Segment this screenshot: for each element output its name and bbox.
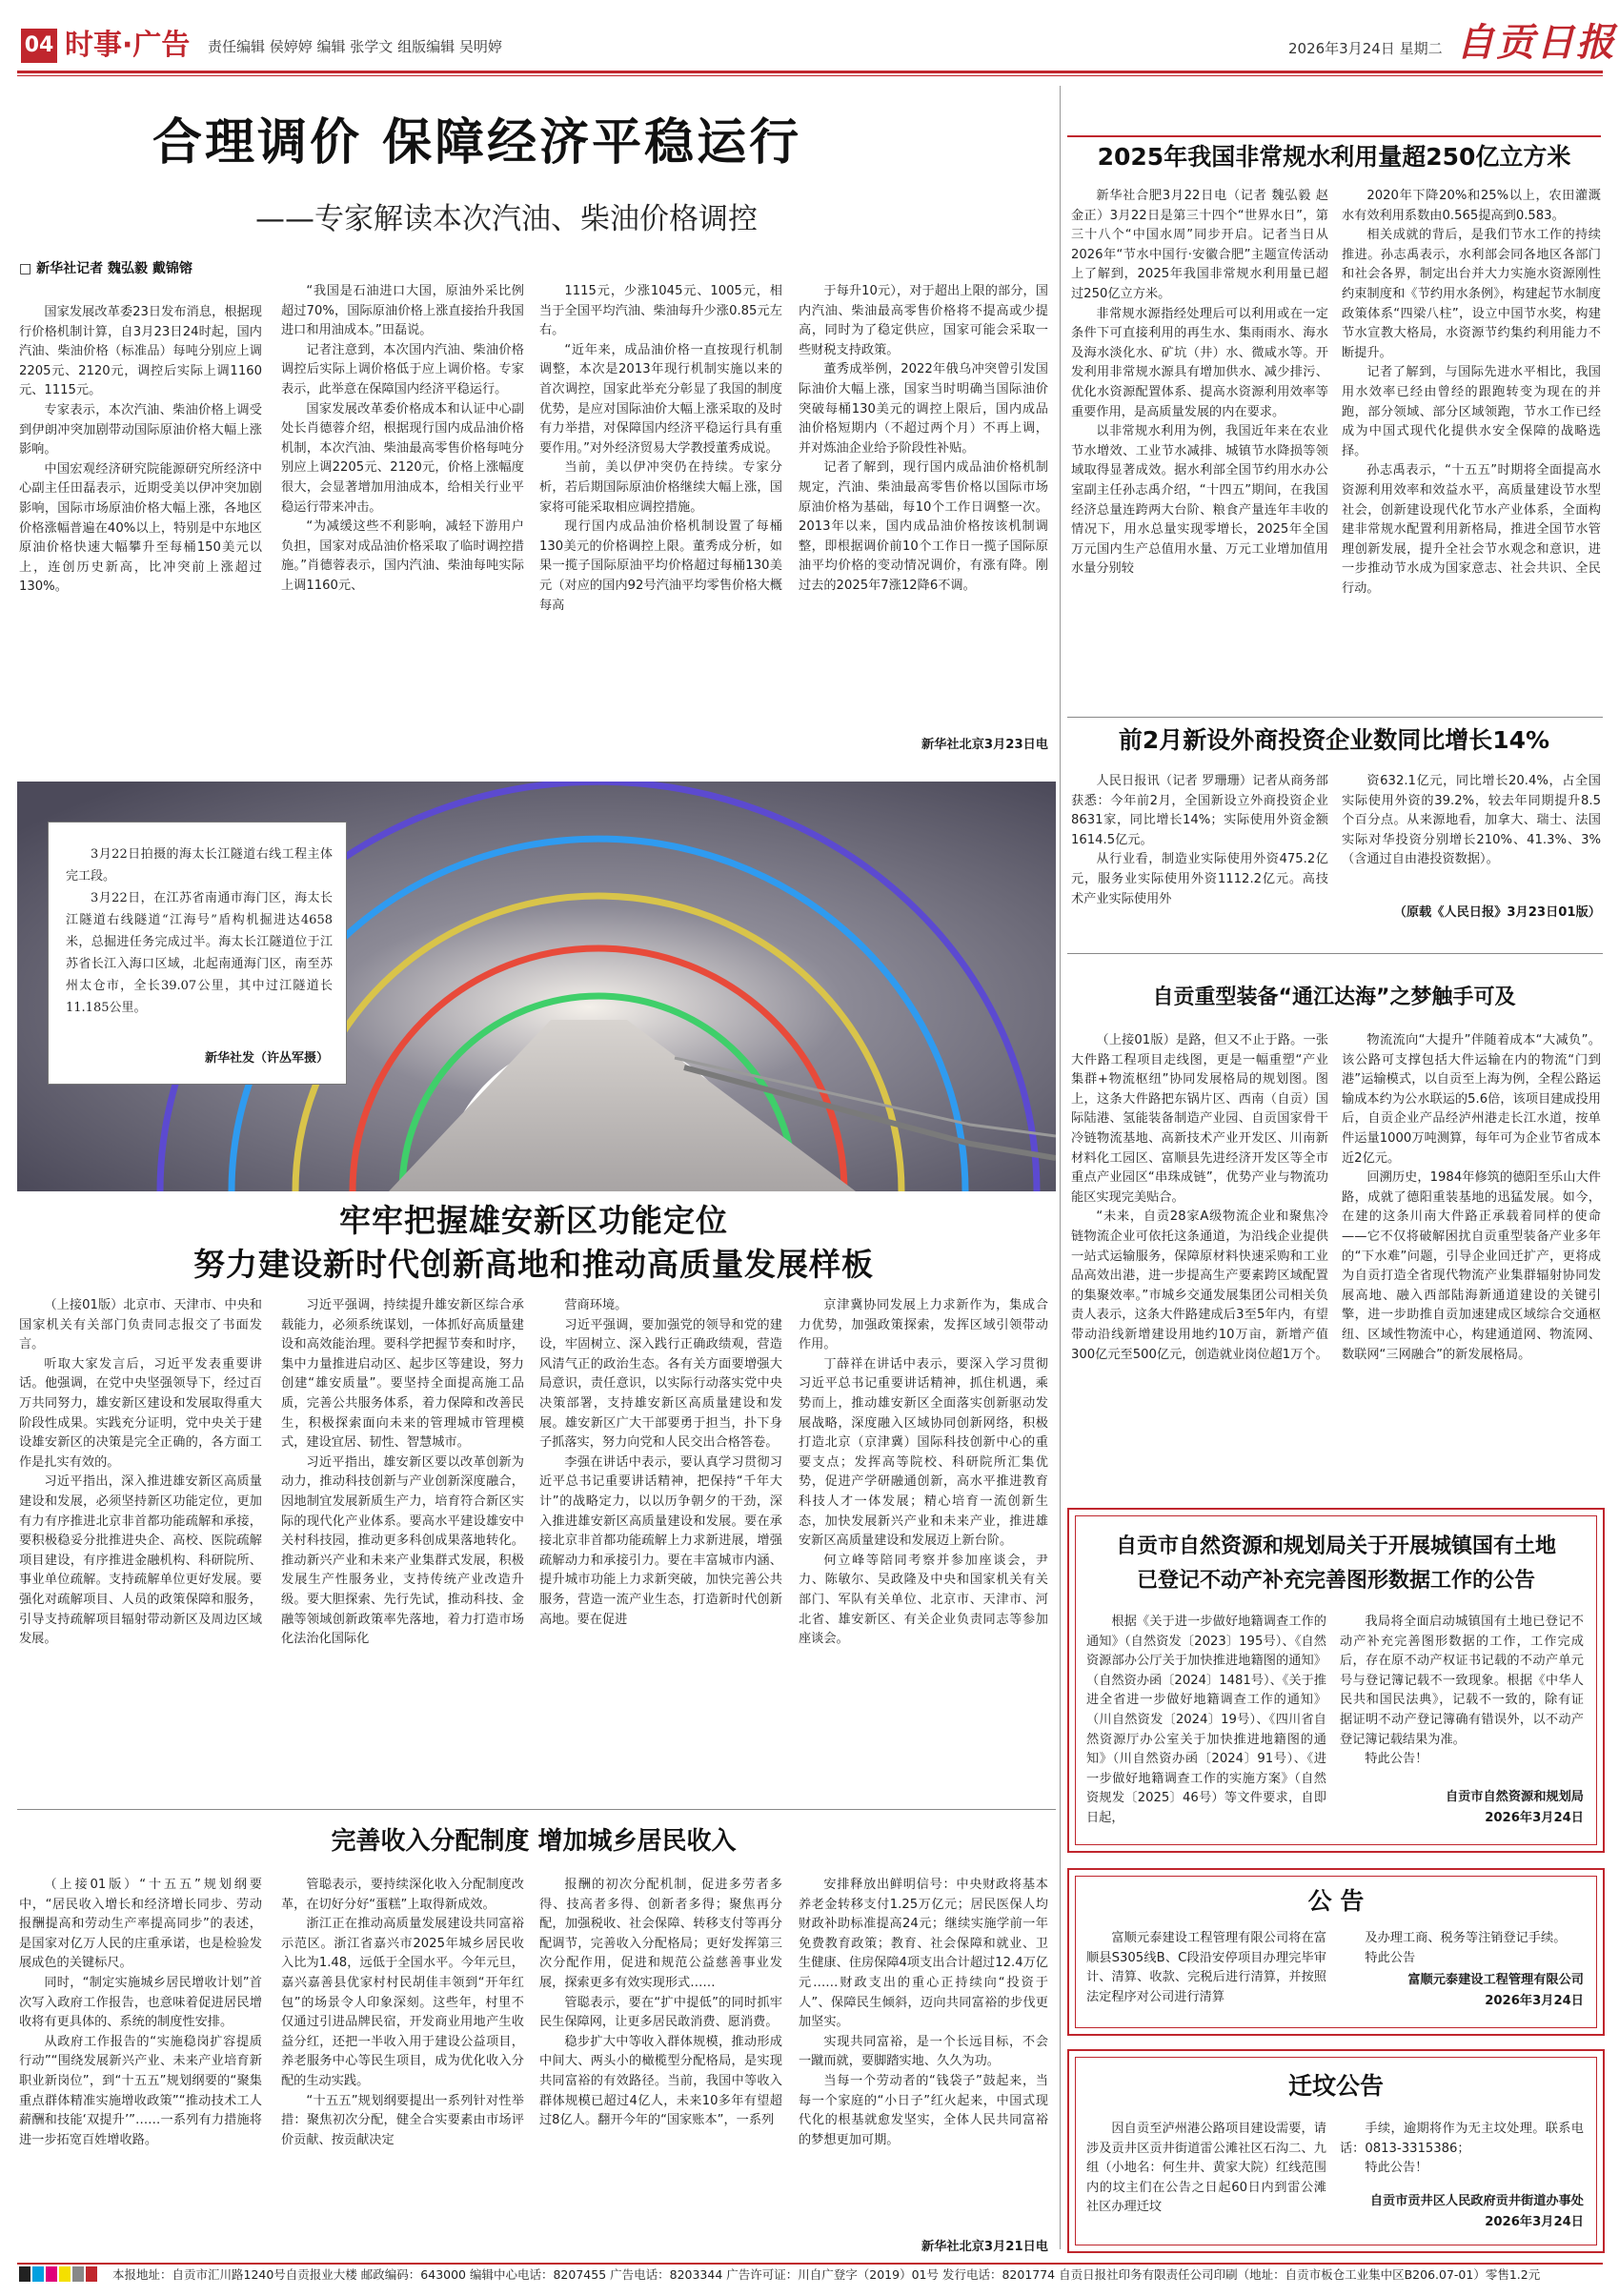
xiongan-column-1 [19, 1296, 262, 1806]
liquidation-notice-title: 公 告 [1307, 1887, 1365, 1915]
lead-headline: 合理调价 保障经济平稳运行 [152, 114, 802, 172]
income-column-3 [539, 1876, 782, 2257]
fdi-column-2 [1342, 772, 1601, 896]
header-rule [17, 71, 1603, 73]
grave-notice-date: 2026年3月24日 [1485, 2215, 1584, 2229]
liquidation-notice-column-1 [1086, 1929, 1326, 2024]
income-headline: 完善收入分配制度 增加城乡居民收入 [331, 1827, 737, 1856]
water-headline: 2025年我国非常规水利用量超250亿立方米 [1097, 143, 1571, 171]
liquidation-notice-date: 2026年3月24日 [1485, 1994, 1584, 2008]
lead-subheadline: ——专家解读本次汽油、柴油价格调控 [255, 202, 758, 236]
paragraph: 同时，“制定实施城乡居民增收计划”首次写入政府工作报告，也意味着促进居民增收将有更具体的、系统的制度性安排。 [19, 1975, 262, 2030]
liquidation-notice-box [1067, 1868, 1605, 2036]
land-notice-title-2: 已登记不动产补充完善图形数据工作的公告 [1136, 1569, 1535, 1593]
paragraph: 报酬的初次分配机制，促进多劳者多得、技高者多得、创新者多得；聚焦再分配，加强税收、社会保障、转移支付等再分配调节，完善收入分配格局；更好发挥第三次分配作用，促进和规范公益慈善事业发展，探索更多有效实现形式…… [539, 1878, 782, 1990]
water-column-2 [1342, 187, 1601, 701]
paragraph: “未来，自贡28家A级物流企业和聚焦冷链物流企业可依托这条通道，为沿线企业提供一站式运输服务，保障原材料快速采购和工业品高效出港，进一步提高生产要素跨区域配置的集聚效率。”市城乡交通发展集团公司相关负责人表示，这条大件路建成后3至5年内，有望带动沿线新增建设用地约10万亩，新增产值300亿元至500亿元，创造就业岗位超1万个。 [1071, 1209, 1328, 1362]
lead-column-3 [539, 282, 782, 759]
print-color-swatch [72, 2266, 84, 2282]
photo-caption-box [48, 822, 347, 1085]
paragraph: 我局将全面启动城镇国有土地已登记不动产补充完善图形数据的工作，工作完成后，存在原不动产权证书记载的不动产单元号与登记簿记载不一致现象。根据《中华人民共和国民法典》，记载不一致的，除有证据证明不动产登记簿确有错误外，以不动产登记簿记载结果为准。 [1340, 1615, 1584, 1747]
paragraph: 因自贡至泸州港公路项目建设需要，请涉及贡井区贡井街道雷公滩社区石沟二、九组（小地名：何生井、黄家大院）红线范围内的坟主们在公告之日起60日内到雷公滩社区办理迁坟 [1086, 2122, 1326, 2215]
paragraph: 丁薛祥在讲话中表示，要深入学习贯彻习近平总书记重要讲话精神，抓住机遇，乘势而上，推动雄安新区全面落实创新驱动发展战略，深度融入区域协同创新网络，积极打造北京（京津冀）国际科技创新中心的重要支点；发挥高等院校、科研院所汇集优势，促进产学研融通创新，高水平推进教育科技人才一体发展；精心培育一流创新生态，加快发展新兴产业和未来产业，推进雄安新区高质量建设和发展迈上新台阶。 [799, 1356, 1048, 1549]
water-top-rule [1067, 135, 1601, 137]
paragraph: “近年来，成品油价格一直按现行机制调整，本次是2013年现行机制实施以来的首次调控，国家此举充分彰显了我国的制度优势，是应对国际油价大幅上涨采取的及时有力举措，对保障国内经济平稳运行具有重要作用。”对外经济贸易大学教授董秀成说。 [539, 342, 782, 456]
paragraph: 何立峰等陪同考察并参加座谈会，尹力、陈敏尔、吴政隆及中央和国家机关有关部门、军队有关单位、北京市、天津市、河北省、雄安新区、有关企业负责同志等参加座谈会。 [799, 1553, 1048, 1647]
paragraph: 以非常规水利用为例，我国近年来在农业节水增效、工业节水减排、城镇节水降损等领域取得显著成效。据水利部全国节约用水办公室副主任孙志禹介绍，“十四五”期间，在我国经济总量连跨两大台阶、粮食产量连年丰收的情况下，用水总量实现零增长，2025年全国万元国内生产总值用水量、万元工业增加值用水量分别较 [1071, 424, 1328, 577]
print-color-swatch [19, 2266, 30, 2282]
liquidation-notice-column-2 [1340, 1929, 1584, 1977]
paragraph: 特此公告 [1365, 1950, 1416, 1965]
grave-notice-column-2 [1340, 2120, 1584, 2186]
paragraph: （上接01版）北京市、天津市、中央和国家机关有关部门负责同志报交了书面发言。 [19, 1298, 262, 1352]
paragraph: 孙志禹表示，“十五五”时期将全面提高水资源利用效率和效益水平，高质量建设节水型社会，创新建设现代化节水产业体系，全面构建非常规水配置利用新格局，推进全国节水管理创新发展，提升全社会节水观念和意识，进一步推动节水成为国家意志、社会共识、全民行动。 [1342, 463, 1601, 596]
lead-column-4 [799, 282, 1048, 730]
print-color-swatch [59, 2266, 71, 2282]
print-color-swatch [86, 2266, 97, 2282]
paragraph: 专家表示，本次汽油、柴油价格上调受到伊朗冲突加剧带动国际原油价格大幅上涨影响。 [19, 402, 262, 457]
paragraph: 记者了解到，与国际先进水平相比，我国用水效率已经由曾经的跟跑转变为现在的并跑，部分领域、部分区域领跑，节水工作已经成为中国式现代化提供水安全保障的战略选择。 [1342, 365, 1601, 458]
photo-credit: 新华社发（许丛军摄） [204, 1051, 329, 1066]
grave-notice-title: 迁坟公告 [1287, 2072, 1384, 2100]
paragraph: 及办理工商、税务等注销登记手续。 [1365, 1931, 1567, 1945]
income-signoff: 新华社北京3月21日电 [921, 2240, 1048, 2254]
paragraph: 2020年下降20%和25%以上，农田灌溉水有效利用系数由0.565提高到0.583。 [1342, 189, 1601, 223]
equip-headline: 自贡重型装备“通江达海”之梦触手可及 [1152, 985, 1516, 1009]
paragraph: 安排释放出鲜明信号：中央财政将基本养老金转移支付1.25万亿元；居民医保人均财政补助标准提高24元；继续实施学前一年免费教育政策；教育、社会保障和就业、卫生健康、住房保障4项支出合计超过12.4万亿元……财政支出的重心正持续向“投资于人”、保障民生倾斜，迈向共同富裕的步伐更加坚实。 [799, 1878, 1048, 2030]
paragraph: 新华社合肥3月22日电（记者 魏弘毅 赵金正）3月22日是第三十四个“世界水日”，第三十八个“中国水周”同步开启。记者当日从2026年“节水中国行·安徽合肥”主题宣传活动上了解到，2025年我国非常规水利用量已超过250亿立方米。 [1071, 189, 1328, 301]
land-notice-column-1 [1086, 1613, 1326, 1838]
paragraph: 国家发展改革委23日发布消息，根据现行价格机制计算，自3月23日24时起，国内汽油、柴油价格（标准品）每吨分别应上调2205元、2120元，调控后实际上调1160元、1115元。 [19, 305, 262, 398]
section-title: 时事·广告 [65, 29, 191, 62]
lead-column-1 [19, 303, 262, 761]
fdi-signoff: （原载《人民日报》3月23日01版） [1393, 905, 1601, 920]
paragraph: 当前，美以伊冲突仍在持续。专家分析，若后期国际原油价格继续大幅上涨，国家将可能采取相应调控措施。 [539, 460, 782, 515]
liquidation-notice-signer: 富顺元泰建设工程管理有限公司 [1407, 1973, 1584, 1987]
land-notice-date: 2026年3月24日 [1485, 1811, 1584, 1825]
paragraph: 国家发展改革委价格成本和认证中心副处长肖德蓉介绍，根据现行国内成品油价格机制，本次汽油、柴油最高零售价格每吨分别应上调2205元、2120元，价格上涨幅度很大，会显著增加用油成本，给相关行业平稳运行带来冲击。 [281, 401, 524, 515]
lead-byline: □ 新华社记者 魏弘毅 戴锦镕 [19, 261, 192, 276]
paragraph: 相关成就的背后，是我们节水工作的持续推进。孙志禹表示，水利部会同各地区各部门和社会各界，制定出台并大力实施水资源刚性约束制度和《节约用水条例》，构建起节水制度政策体系“四梁八柱”，设立中国节水奖，构建节水宣教大格局，水资源节约集约利用能力不断提升。 [1342, 228, 1601, 360]
paragraph: 营商环境。 [564, 1298, 628, 1312]
paragraph: 从行业看，制造业实际使用外资475.2亿元，服务业实际使用外资1112.2亿元。高技术产业实际使用外 [1071, 852, 1328, 906]
paragraph: 资632.1亿元，同比增长20.4%，占全国实际使用外资的39.2%，较去年同期提升8.5个百分点。从来源地看，加拿大、瑞士、法国实际对华投资分别增长210%、41.3%、3%（含通过自由港投资数据）。 [1342, 774, 1601, 867]
land-notice-box [1067, 1508, 1605, 1853]
issue-date: 2026年3月24日 星期二 [1288, 40, 1443, 57]
xiongan-headline-1: 牢牢把握雄安新区功能定位 [339, 1202, 728, 1239]
photo-caption [66, 843, 333, 1019]
paragraph: 管聪表示，要在“扩中提低”的同时抓牢民生保障网，让更多居民敢消费、愿消费。 [539, 1995, 782, 2030]
fdi-headline: 前2月新设外商投资企业数同比增长14% [1118, 726, 1550, 754]
paragraph: “我国是石油进口大国，原油外采比例超过70%，国际原油价格上涨直接抬升我国进口和用油成本。”田磊说。 [281, 284, 524, 338]
paragraph: 记者注意到，本次国内汽油、柴油价格调控后实际上调价格低于应上调价格。专家表示，此举意在保障国内经济平稳运行。 [281, 342, 524, 396]
grave-notice-signer: 自贡市贡井区人民政府贡井街道办事处 [1369, 2194, 1584, 2208]
paragraph: 物流流向“大提升”伴随着成本“大减负”。该公路可支撑包括大件运输在内的物流“门到港”运输模式，以自贡至上海为例，全程公路运输成本约为公水联运的5.6倍，该项目建成投用后，自贡企业产品经泸州港走长江水道，按单件运量1000万吨测算，每年可为企业节省成本近2亿元。 [1342, 1033, 1601, 1166]
income-column-2 [281, 1876, 524, 2257]
xiongan-column-4 [799, 1296, 1048, 1806]
lead-column-2 [281, 282, 524, 759]
print-color-swatch [32, 2266, 44, 2282]
xiongan-column-2 [281, 1296, 524, 1806]
main-column-divider [1060, 86, 1061, 2249]
paragraph: 从政府工作报告的“实施稳岗扩容提质行动”“围绕发展新兴产业、未来产业培育新职业新岗位”，到“十五五”规划纲要的“聚集重点群体精准实施增收政策”“推动技术工人薪酬和技能‘双提升’”……一系列有力措施将进一步拓宽百姓增收路。 [19, 2034, 262, 2147]
header-rule-thin [17, 75, 1603, 76]
paragraph: 京津冀协同发展上力求新作为，集成合力优势，加强政策探索，发挥区域引领带动作用。 [799, 1298, 1048, 1352]
paragraph: 1115元，少涨1045元、1005元，相当于全国平均汽油、柴油每升少涨0.85元左右。 [539, 284, 782, 338]
paragraph: 根据《关于进一步做好地籍调查工作的通知》（自然资发〔2023〕195号）、《自然资源部办公厅关于加快推进地籍图的通知》（自然资办函〔2024〕1481号）、《关于推进全省进一步做好地籍调查工作的通知》（川自然资发〔2024〕19号）、《四川省自然资源厅办公室关于加快推进地籍图的通知》（川自然资办函〔2024〕91号）、《进一步做好地籍调查工作的实施方案》（自然资规发〔2025〕46号）等文件要求，自即日起， [1086, 1615, 1326, 1825]
footer-info: 本报地址：自贡市汇川路1240号自贡报业大楼 邮政编码：643000 编辑中心电话：8207455 广告电话：8203344 广告许可证：川自广登字（2019）01号 发行电话：8201774 自贡日报社印务有限责任公司印刷（地址：自贡市板仓工业集中区B206.07-01）零售1.2元 [112, 2267, 1541, 2282]
equip-column-2 [1342, 1031, 1601, 1479]
paragraph: 董秀成举例，2022年俄乌冲突曾引发国际油价大幅上涨，国家当时明确当国际油价突破每桶130美元的调控上限后，国内成品油价格短期内（不超过两个月）不再上调，并对炼油企业给予阶段性补贴。 [799, 362, 1048, 456]
lead-signoff: 新华社北京3月23日电 [921, 738, 1048, 752]
land-notice-title-1: 自贡市自然资源和规划局关于开展城镇国有土地 [1115, 1534, 1556, 1558]
paragraph: 当每一个劳动者的“钱袋子”鼓起来，当每一个家庭的“小日子”红火起来，中国式现代化的根基就愈发坚实，全体人民共同富裕的梦想更加可期。 [799, 2073, 1048, 2147]
paragraph: “为减缓这些不利影响，减轻下游用户负担，国家对成品油价格采取了临时调控措施。”肖德蓉表示，国内汽油、柴油每吨实际上调1160元、 [281, 519, 524, 593]
caption-line: 3月22日，在江苏省南通市海门区，海太长江隧道右线隧道“江海号”盾构机掘进达4658米，总掘进任务完成过半。海太长江隧道位于江苏省长江入海口区域，北起南通海门区，南至苏州太仓市，全长39.07公里，其中过江隧道长11.185公里。 [66, 891, 333, 1015]
paragraph: 听取大家发言后，习近平发表重要讲话。他强调，在党中央坚强领导下，经过百万共同努力，雄安新区建设和发展取得重大阶段性成果。实践充分证明，党中央关于建设雄安新区的决策是完全正确的，各方面工作是扎实有效的。 [19, 1356, 262, 1470]
equip-column-1 [1071, 1031, 1328, 1479]
fdi-column-1 [1071, 772, 1328, 939]
caption-line: 3月22日拍摄的海太长江隧道右线工程主体完工段。 [66, 847, 333, 884]
water-column-1 [1071, 187, 1328, 701]
grave-notice-column-1 [1086, 2120, 1326, 2238]
paragraph: （上接01版）“十五五”规划纲要中，“居民收入增长和经济增长同步、劳动报酬提高和劳动生产率提高同步”的表述，是国家对亿万人民的庄重承诺，也是检验发展成色的关键标尺。 [19, 1878, 262, 1971]
paragraph: 现行国内成品油价格机制设置了每桶130美元的价格调控上限。董秀成分析，如果一揽子国际原油平均价格超过每桶130美元（对应的国内92号汽油平均零售价格大概每高 [539, 519, 782, 613]
paragraph: 习近平强调，要加强党的领导和党的建设，牢固树立、深入践行正确政绩观，营造风清气正的政治生态。各有关方面要增强大局意识，责任意识，以实际行动落实党中央决策部署，支持雄安新区高质量建设和发展。雄安新区广大干部要勇于担当，扑下身子抓落实，努力向党和人民交出合格答卷。 [539, 1317, 782, 1451]
paragraph: 于每升10元），对于超出上限的部分，国内汽油、柴油最高零售价格将不提高或少提高，同时为了稳定供应，国家可能会采取一些财税支持政策。 [799, 284, 1048, 357]
xiongan-headline-2: 努力建设新时代创新高地和推动高质量发展样板 [193, 1246, 874, 1283]
paragraph: 特此公告！ [1365, 2161, 1428, 2176]
paragraph: 富顺元泰建设工程管理有限公司将在富顺县S305线B、C段沿安停项目办理完毕审计、清算、收款、完税后进行清算，并按照法定程序对公司进行清算 [1086, 1931, 1326, 2004]
paragraph: 管聪表示，要持续深化收入分配制度改革，在切好分好“蛋糕”上取得新成效。 [281, 1878, 524, 1912]
paragraph: 习近平指出，深入推进雄安新区高质量建设和发展，必须坚持新区功能定位，更加有力有序推进北京非首都功能疏解和承接，要积极稳妥分批推进央企、高校、医院疏解项目建设，有序推进金融机构、科研院所、事业单位疏解。支持疏解单位更好发展。要强化对疏解项目、人员的政策保障和服务，引导支持疏解项目辐射带动新区及周边区域发展。 [19, 1474, 262, 1647]
paragraph: 习近平强调，持续提升雄安新区综合承载能力，必须系统谋划，一体抓好高质量建设和高效能治理。要科学把握节奏和时序，集中力量推进启动区、起步区等建设，努力创建“雄安质量”。要坚持全面提高施工品质，完善公共服务体系，着力保障和改善民生，积极探索面向未来的管理城市管理模式，建设宜居、韧性、智慧城市。 [281, 1298, 524, 1451]
xiongan-column-3 [539, 1296, 782, 1806]
land-notice-column-2 [1340, 1613, 1584, 1775]
section-divider [1067, 953, 1603, 954]
paragraph: 回溯历史，1984年修筑的德阳至乐山大件路，成就了德阳重装基地的迅猛发展。如今，在建的这条川南大件路正承载着同样的使命——它不仅将破解困扰自贡重型装备产业多年的“下水难”问题，引导企业回迁扩产，更将成为自贡打造全省现代物流产业集群辐射协同发展高地、融入西部陆海新通道建设的关键引擎，进一步助推自贡加速建成区域综合交通枢纽、区域性物流中心，构建通道网、物流网、数联网“三网融合”的新发展格局。 [1342, 1170, 1601, 1362]
section-divider [17, 1809, 1056, 1810]
land-notice-signer: 自贡市自然资源和规划局 [1445, 1790, 1584, 1804]
section-divider [1067, 717, 1603, 718]
income-column-1 [19, 1876, 262, 2257]
paragraph: 习近平指出，雄安新区要以改革创新为动力，推动科技创新与产业创新深度融合，因地制宜发展新质生产力，培育符合新区实际的现代化产业体系。要高水平建设雄安中关村科技园，推动更多科创成果落地转化。推动新兴产业和未来产业集群式发展，积极发展生产性服务业，支持传统产业改造升级。要大胆探索、先行先试，推动科技、金融等领域创新政策率先落地，着力打造市场化法治化国际化 [281, 1454, 524, 1647]
paragraph: 手续，逾期将作为无主坟处理。联系电话：0813-3315386； [1340, 2122, 1584, 2156]
paragraph: 实现共同富裕，是一个长远目标，不会一蹴而就，要脚踏实地、久久为功。 [799, 2034, 1048, 2069]
paragraph: 稳步扩大中等收入群体规模，推动形成中间大、两头小的橄榄型分配格局，是实现共同富裕的有效路径。当前，我国中等收入群体规模已超过4亿人，未来10多年有望超过8亿人。翻开今年的“国家账本”，一系列 [539, 2034, 782, 2128]
paragraph: 浙江正在推动高质量发展建设共同富裕示范区。浙江省嘉兴市2025年城乡居民收入比为1.48，远低于全国水平。今年元旦，嘉兴嘉善县优家村村民胡佳丰领到“开年红包”的场景令人印象深刻。这些年，村里不仅通过引进品牌民宿，开发商业用地产生收益分红，还把一半收入用于建设公益项目，养老服务中心等民生项目，成为优化收入分配的生动实践。 [281, 1917, 524, 2088]
paragraph: 记者了解到，现行国内成品油价格机制规定，汽油、柴油最高零售价格以国际市场原油价格为基础，每10个工作日调整一次。2013年以来，国内成品油价格按该机制调整，即根据调价前10个工作日一揽子国际原油平均价格的变动情况调价，有涨有降。刚过去的2025年7涨12降6不调。 [799, 460, 1048, 593]
newspaper-logo: 自贡日报 [1456, 20, 1616, 65]
grave-notice-box [1067, 2049, 1605, 2253]
paragraph: 人民日报讯（记者 罗珊珊）记者从商务部获悉：今年前2月，全国新设立外商投资企业8631家，同比增长14%；实际使用外资金额1614.5亿元。 [1071, 774, 1328, 847]
paragraph: （上接01版）是路，但又不止于路。一张大件路工程项目走线图，更是一幅重塑“产业集群+物流枢纽”协同发展格局的规划图。图上，这条大件路把东锅片区、西南（自贡）国际陆港、氢能装备制造产业园、自贡国家骨干冷链物流基地、高新技术产业开发区、川南新材料化工园区、富顺县先进经济开发区等全市重点产业园区“串珠成链”，优势产业与物流功能区实现完美贴合。 [1071, 1033, 1328, 1205]
income-column-4 [799, 1876, 1048, 2238]
paragraph: 李强在讲话中表示，要认真学习贯彻习近平总书记重要讲话精神，把保持“千年大计”的战略定力，以以历争朝夕的干劲，深入推进雄安新区高质量建设和发展。要在承接北京非首都功能疏解上力求新进展，增强疏解动力和承接引力。要在丰富城市内涵、提升城市功能上力求新突破，加快完善公共服务，营造一流产业生态，打造新时代创新高地。要在促进 [539, 1454, 782, 1627]
paragraph: 非常规水源指经处理后可以利用或在一定条件下可直接利用的再生水、集雨雨水、海水及海水淡化水、矿坑（井）水、微咸水等。开发利用非常规水源具有增加供水、减少排污、优化水资源配置体系、提高水资源利用效率等重要作用，是高质量发展的内在要求。 [1071, 306, 1328, 419]
page-number-badge: 04 [21, 29, 57, 63]
paragraph: 特此公告！ [1365, 1752, 1428, 1767]
paragraph: 中国宏观经济研究院能源研究所经济中心副主任田磊表示，近期受美以伊冲突加剧影响，国际市场原油价格大幅上涨，各地区价格涨幅普遍在40%以上，特别是中东地区原油价格快速大幅攀升至每桶150美元以上，连创历史新高，比冲突前上涨超过130%。 [19, 461, 262, 595]
editors-line: 责任编辑 侯婷婷 编辑 张学文 组版编辑 吴明婷 [208, 38, 502, 55]
print-color-swatch [46, 2266, 57, 2282]
paragraph: “十五五”规划纲要提出一系列针对性举措：聚焦初次分配，健全合实要素由市场评价贡献、按贡献决定 [281, 2093, 524, 2147]
